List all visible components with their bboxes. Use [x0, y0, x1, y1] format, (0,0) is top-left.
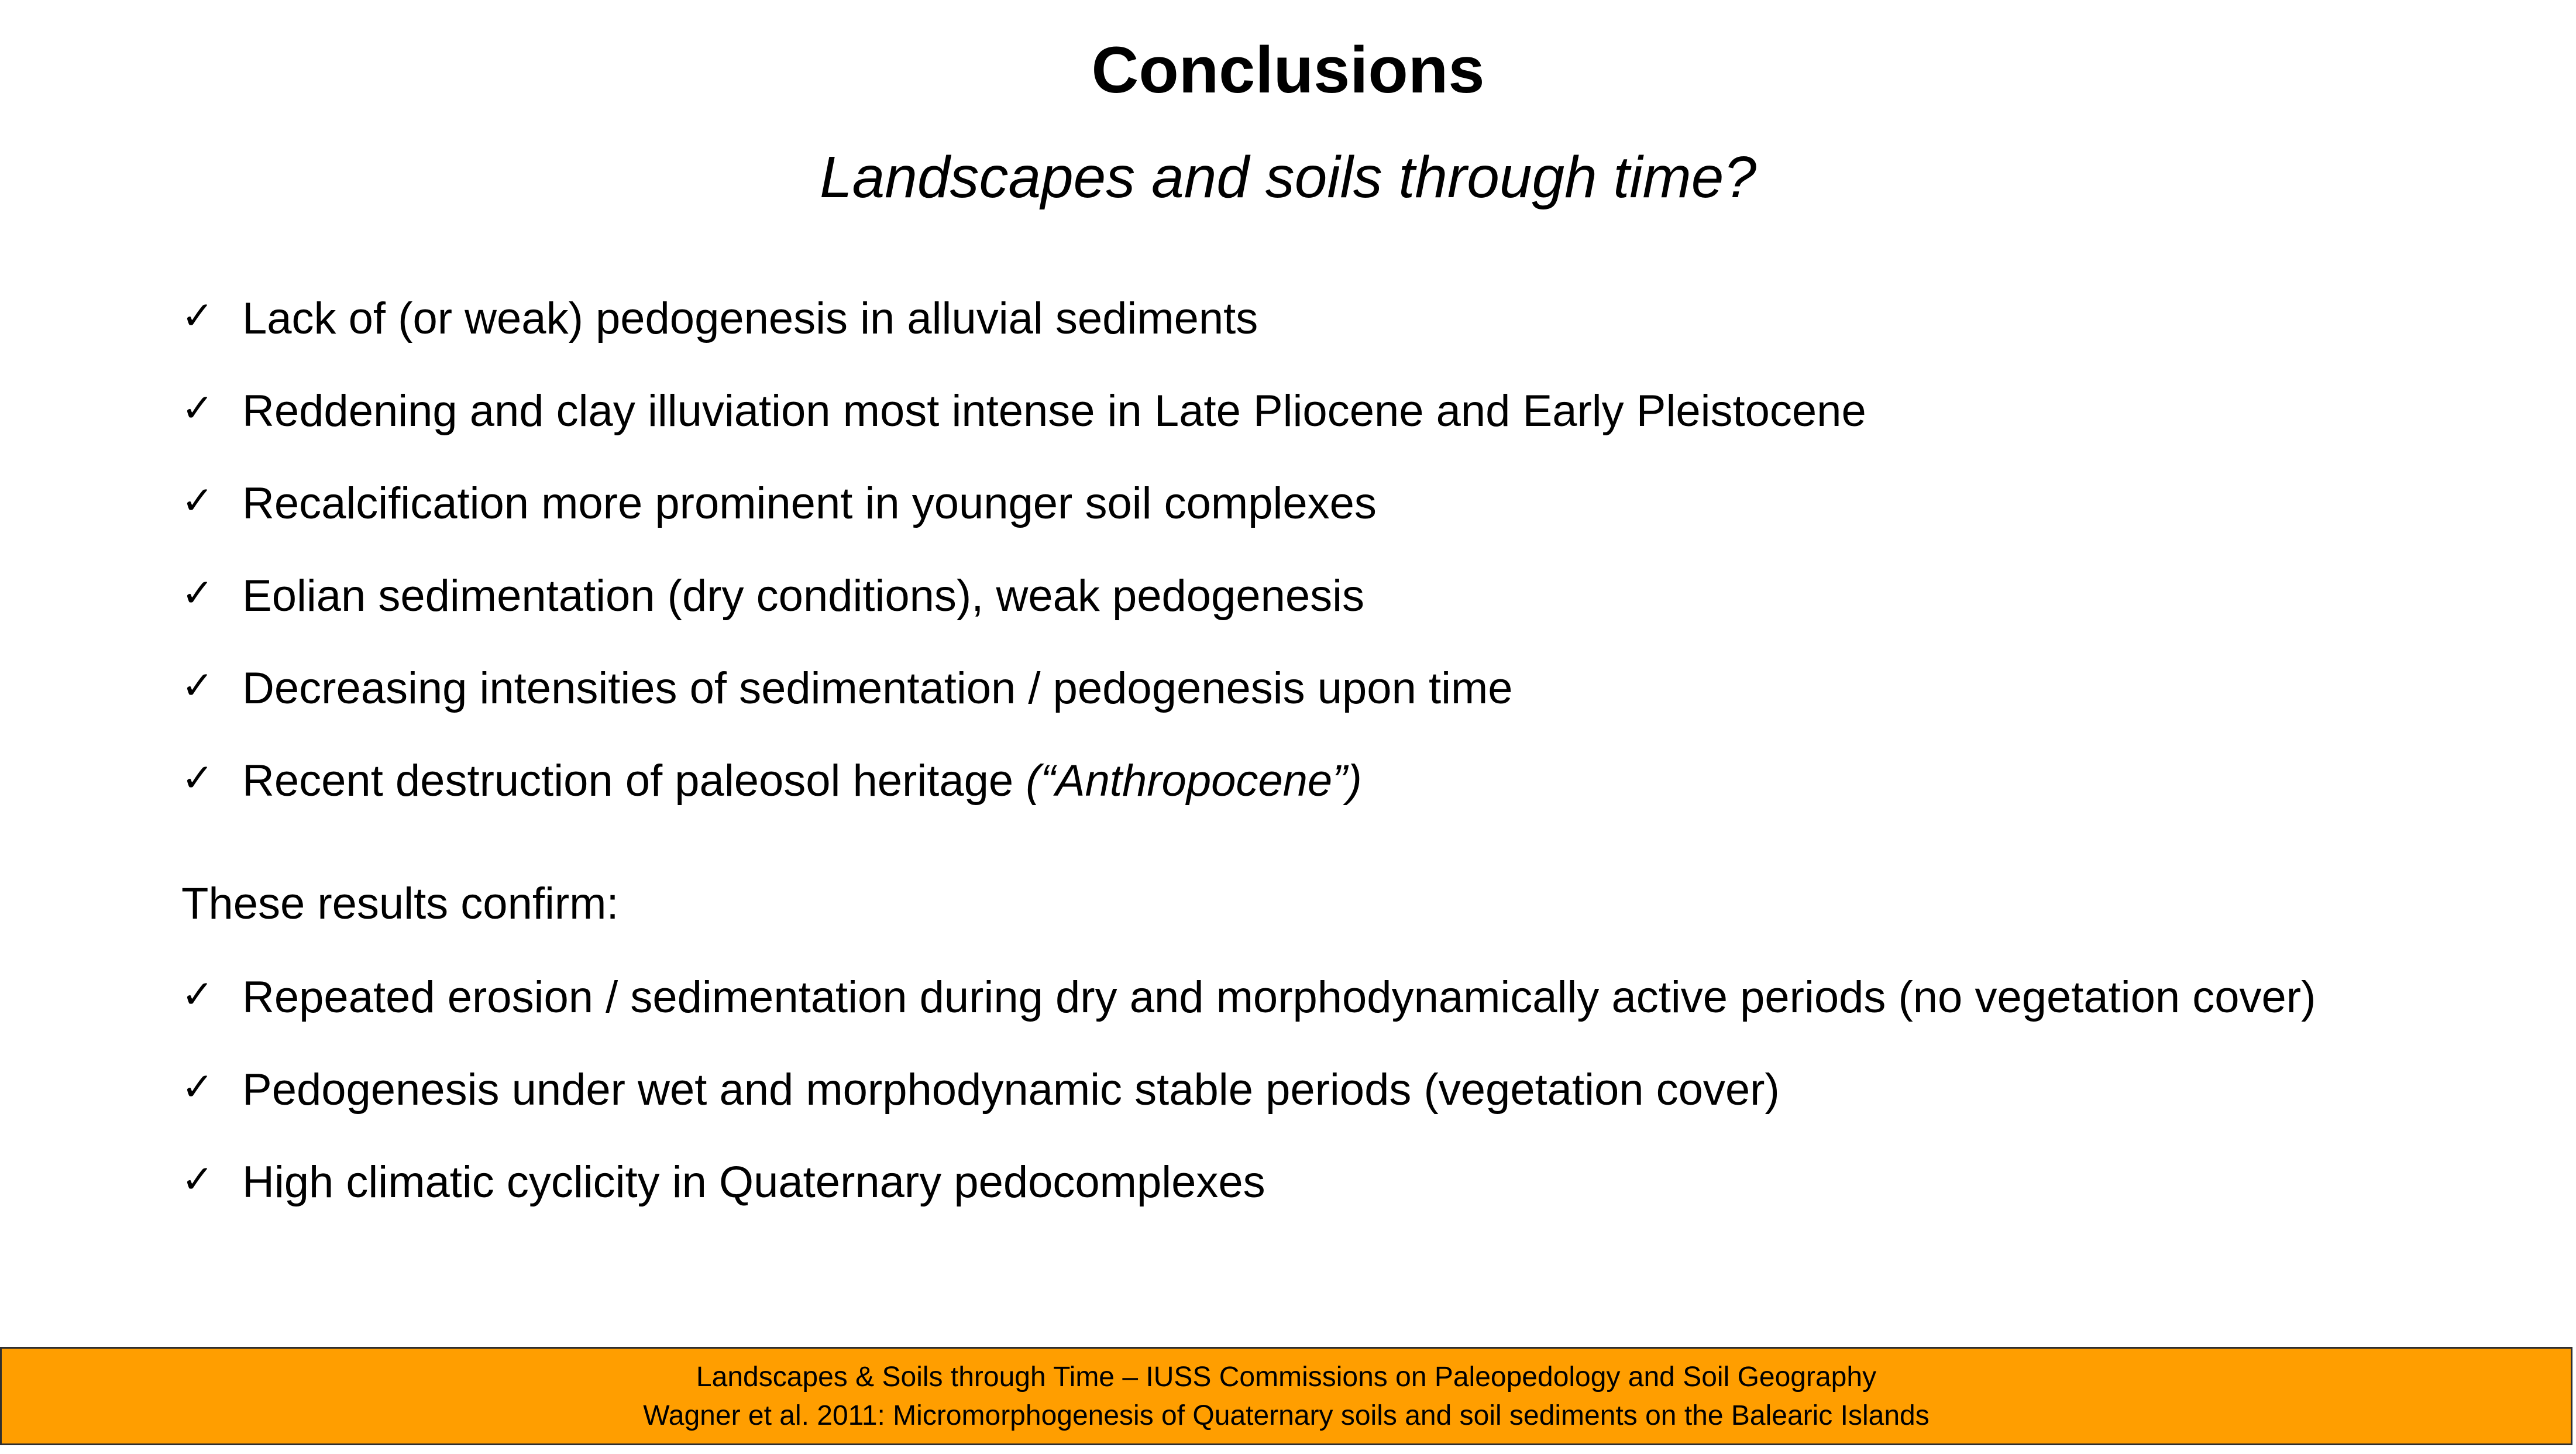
checkmark-icon: ✓ [181, 755, 214, 800]
checkmark-icon: ✓ [181, 1157, 214, 1202]
list-item [181, 656, 1866, 749]
list-item-text: Decreasing intensities of sedimentation / pedogenesis upon time [242, 664, 1513, 713]
slide-subtitle: Landscapes and soils through time? [819, 145, 1757, 210]
list-item [181, 287, 1866, 379]
list-item [181, 379, 1866, 472]
list-item-text: High climatic cyclicity in Quaternary pedocomplexes [242, 1157, 1265, 1207]
list-item [181, 965, 2316, 1058]
list-item [181, 472, 1866, 564]
list-item-text [242, 749, 1362, 813]
list-item [181, 1150, 2316, 1243]
footer-line-2: Wagner et al. 2011: Micromorphogenesis of Quaternary soils and soil sediments on the Balearic Islands [643, 1400, 1930, 1431]
list-item [181, 1058, 2316, 1150]
slide-title: Conclusions [1091, 33, 1485, 106]
list-item-text: Reddening and clay illuviation most intense in Late Pliocene and Early Pleistocene [242, 386, 1866, 436]
checkmark-icon: ✓ [181, 972, 214, 1017]
footer-banner [0, 1347, 2572, 1445]
checkmark-icon: ✓ [181, 663, 214, 708]
checkmark-icon: ✓ [181, 386, 214, 431]
list-item-text: Eolian sedimentation (dry conditions), weak pedogenesis [242, 571, 1364, 621]
list-item-text: Repeated erosion / sedimentation during dry and morphodynamically active periods (no vegetation cover) [242, 972, 2316, 1022]
list-item-text: Recalcification more prominent in younger soil complexes [242, 479, 1377, 528]
list-item-text-main: Recent destruction of paleosol heritage [242, 756, 1026, 806]
list-item [181, 564, 1866, 656]
checkmark-icon: ✓ [181, 1064, 214, 1109]
confirm-list [181, 965, 2316, 1243]
footer-line-1: Landscapes & Soils through Time – IUSS Commissions on Paleopedology and Soil Geography [696, 1362, 1877, 1393]
list-item-text: Lack of (or weak) pedogenesis in alluvial sediments [242, 294, 1258, 343]
list-item-text: Pedogenesis under wet and morphodynamic stable periods (vegetation cover) [242, 1065, 1780, 1115]
confirm-intro: These results confirm: [181, 879, 619, 929]
list-item [181, 749, 1866, 841]
anthropocene-note: (“Anthropocene”) [1026, 756, 1362, 806]
checkmark-icon: ✓ [181, 478, 214, 523]
checkmark-icon: ✓ [181, 570, 214, 616]
conclusion-list [181, 287, 1866, 841]
checkmark-icon: ✓ [181, 293, 214, 338]
